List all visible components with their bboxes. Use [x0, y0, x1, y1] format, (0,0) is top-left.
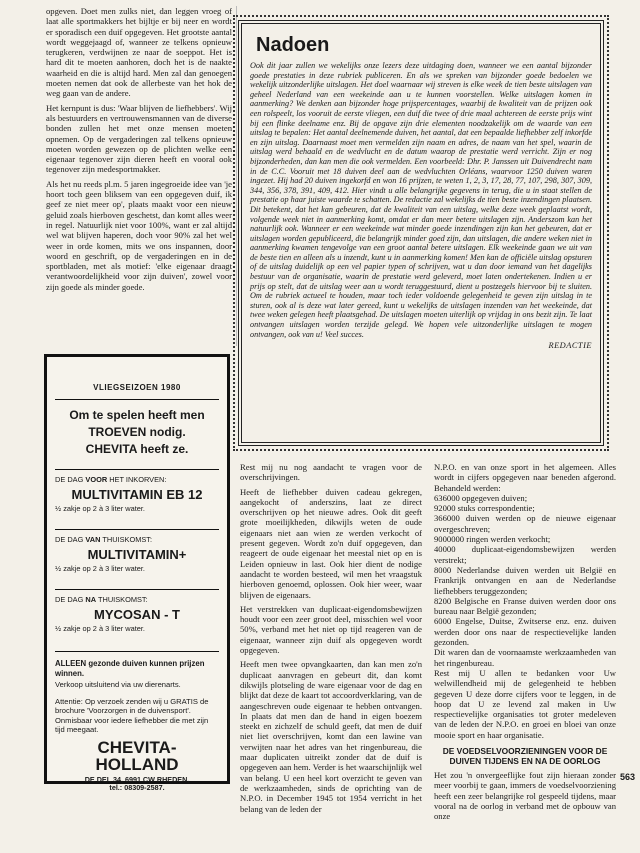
left-column-text	[46, 6, 232, 296]
ad-header: VLIEGSEIZOEN 1980	[93, 383, 181, 392]
article-signature: REDACTIE	[548, 341, 592, 351]
paragraph: Het zou 'n onvergeeflijke fout zijn hieraan zonder meer voorbij te gaan, immers de voedselvoorziening heeft een zeer belangrijke rol gespeeld tijdens, maar vooral na de oorlog in verband met de opbouw van onze	[434, 770, 616, 822]
ad-item-product: MYCOSAN - T	[94, 607, 180, 622]
divider	[55, 529, 219, 530]
address-line: DE DEL 34, 6991 CW RHEDEN,	[84, 775, 190, 784]
company-logo-text	[55, 739, 219, 773]
paragraph: 8000 Nederlandse duiven werden uit België en Frankrijk ontvangen en aan de Nederlandse liefhebbers teruggezonden;	[434, 564, 616, 596]
paragraph: Rest mij nu nog aandacht te vragen voor de overschrijvingen.	[240, 462, 422, 483]
slogan-line: CHEVITA heeft ze.	[85, 442, 189, 456]
ad-item-day: DE DAG VOOR HET INKORVEN:	[55, 475, 167, 484]
ad-item-product: MULTIVITAMIN+	[87, 547, 187, 562]
ad-item-dose: ½ zakje op 2 à 3 liter water.	[55, 624, 145, 633]
ad-item-homecoming	[55, 535, 219, 573]
paragraph: Dit waren dan de voornaamste werkzaamheden van het ringenbureau.	[434, 647, 616, 668]
article-title: Nadoen	[256, 34, 330, 56]
divider	[55, 651, 219, 652]
paragraph: 40000 duplicaat-eigendomsbewijzen werden verstrekt;	[434, 544, 616, 565]
slogan-line: Om te spelen heeft men	[69, 408, 205, 422]
right-column-text	[434, 462, 616, 826]
paragraph: Ook dit jaar zullen we wekelijks onze lezers deze uitdaging doen, wanneer we een aantal bijzonder goede prestaties in deze rubriek publiceren. En als we spreken van bijzonder goede bedoelen we wekelijk uitzonderlijke uitslagen. Het doel waarnaar wij streven is elke week de tien beste uitslagen van geheel Nederland van een weekeinde aan u te kunnen voorstellen. Welke uitslagen komen in aanmerking? We denken aan bijzonder hoge prijspercentages, waarbij de kwaliteit van de prijzen ook een rolspeelt, los vooruit de eerste vliegen, een duif die twee of drie maal achtereen de eerste prijs wint bij een flinke deelname enz. Bij de opgave zijn drie elementen noodzakelijk om de waarde van een uitslag te bepalen: Het aantal deelnemende duiven, het aantal, dat een bepaalde liefhebber zelf inkorfde en zijn uitslag. Daarnaast moet men vermelden zijn naam en adres, de naam van het spel, waarin de uitslag werd behaald en de wedvlucht en de datum waarop de prestatie werd verricht. Zijn er nog bijzonderheden, dan kan men die ook vermelden. Een voorbeeld: Dhr. P. Janssen uit Duivendrecht nam in de C.C. Vooruit met 18 duiven deel aan de wedvluchten Orléans, waarvoor 1250 duiven waren ingezet. Hij had 20 duiven ingekorfd en won 16 prijzen, te weten 1, 2, 3, 17, 28, 77, 107, 298, 307, 309, 344, 356, 378, 391, 409, 412. Hier vindt u alle belangrijke gegevens in terug, die u in staat stellen de prestatie op haar juiste waarde te schatten. De redactie zal wekelijks de tien beste inzendingen plaatsen. Dit betekent, dat het kan gebeuren, dat de kwaliteit van een uitslag, welke deze week geplaatst wordt, volgende week niet in aanmerking komt, omdat er dan meer betere uitslagen zijn. Anderszom kan het natuurlijk ook. Wanneer er een weekeinde wat minder goede inzendingen zijn kan het gebeuren, dat er uitslagen worden gepubliceerd, die belangrijk minder goed zijn, dan uitslagen, die andere weken niet in aanmerking kwamen tengevolge van een groot aantal betere uitslagen. Elk weekeinde gaan we uit van de beste tien en alleen als u inzendt, kunt u in aanmerking komen! Men kan de officiële uitslag opsturen of de uitslag duidelijk op een vel papier typen of schrijven, wat u dan door iemand van het dagelijks bestuur van de organisatie, waarin de prestatie werd geleverd, moet laten ondertekenen. Indien u er prijs op stelt, dat de uitslag weer aan u wordt teruggestuurd, dient u postzegels hiervoor bij te sluiten. Om de rubriek actueel te houden, maar toch ieder voldoende gelegenheid te geven zijn uitslag in te sturen, ook al is deze wat later gereed, kunt u wekelijks de uitslagen inzenden van het weekeinde, dat twee weken gelegen heeft plaatsgehad. De uitslagen moeten uiterlijk op vrijdag in ons bezit zijn. Te laat ontvangen uitslagen worden terzijde gelegd. We hopen vele uitzonderlijke uitslagen te mogen ontvangen, ook van u! Veel succes.	[250, 61, 592, 339]
paragraph: 366000 duiven werden op de nieuwe eigenaar overgeschreven;	[434, 513, 616, 534]
ad-slogan	[55, 407, 219, 458]
paragraph: 92000 stuks correspondentie;	[434, 503, 535, 514]
paragraph: N.P.O. en van onze sport in het algemeen. Alles wordt in cijfers opgegeven naar beneden afgerond. Behandeld werden:	[434, 462, 616, 493]
ad-item-day: DE DAG NA THUISKOMST:	[55, 595, 148, 604]
divider	[55, 469, 219, 470]
page-number: 563	[620, 772, 636, 782]
ad-item-after-homecoming	[55, 595, 219, 633]
paragraph: opgeven. Doet men zulks niet, dan leggen vroeg of laat alle sportmakkers het bijltje er bij neer en wordt er sporadisch een duif opgegeven. Het grootste aantal wordt weggejaagd of, wanneer ze telkens opnieuw terugkeren, verdwijnen ze naar de soeppot. Het is hard dit te moeten aanhoren, doch het is de naakte waarheid en die is altijd hard. Men zal dan genoegen moeten nemen dat ook de allerbeste van het hok de weg gaan van de andere.	[46, 6, 232, 99]
chevita-advertisement	[44, 354, 230, 792]
ad-item-before-basketing	[55, 475, 219, 513]
paragraph: Het kernpunt is dus: 'Waar blijven de liefhebbers'. Wij als bestuurders en vertrouwensmannen van de diverse bonden zullen het met onze mensen moeten opnemen. Op de vergaderingen zal telkens opnieuw moeten worden gewezen op de plichten welke een eigenaar tegenover zijn dieren heeft en vooral ook tegenover zijn medesportmakker.	[46, 102, 232, 175]
paragraph: Rest mij U allen te bedanken voor Uw welwillendheid mij de gelegenheid te hebben gegeven U deze dorre cijfers voor te leggen, in de hoop dat U ze levend zal maken in Uw respectievelijke organisaties tot groter medeleven van de leden der N.P.O. en groei en bloei van onze mooie sport en haar organisatie.	[434, 667, 616, 740]
ad-item-day: DE DAG VAN THUISKOMST:	[55, 535, 153, 544]
divider	[55, 399, 219, 400]
ad-sale-note: Verkoop uitsluitend via uw dierenarts.	[55, 680, 181, 689]
column-divider	[236, 6, 237, 346]
ad-attention-note: Attentie: Op verzoek zenden wij u GRATIS de brochure 'Voorzorgen in de duivensport'. Onmisbaar voor iedere liefhebber die met zijn tijd meegaat.	[55, 697, 209, 735]
middle-column-text	[240, 462, 422, 818]
paragraph: 636000 opgegeven duiven;	[434, 492, 528, 503]
ad-healthy-note: ALLEEN gezonde duiven kunnen prijzen winnen.	[55, 659, 205, 678]
company-address	[55, 776, 219, 792]
paragraph: Heeft men twee opvangkaarten, dan kan men zo'n duplicaat aanvragen en gebeurt dit, dan komt dikwijls plotseling de ware eigenaar voor de dag en blijkt dat deze de kaart tot accoordverklaring, van de aangeschreven oude eigenaar te hebben ontvangen. In plaats dat men dan de hand in eigen boezem steekt en zichzelf de schuld geeft, dat men de duif niet liet overschrijven, komt dan een lawine van verwijten naar het adres van het ringenbureau, die maar duplicaten uitreikt zonder dat de duif is opgegeven aan hem. Verder is het waarschijnlijk wel van belang. U een heel kort overzicht te geven van de werkzaamheden, sinds de oprichting van de N.P.O. in December 1945 tot 1954 verricht in het belang van de leden der	[240, 659, 422, 814]
phone-line: tel.: 08309-2587.	[109, 783, 165, 792]
paragraph: Het verstrekken van duplicaat-eigendomsbewijzen houdt voor een zeer groot deel, misschien wel voor 50%, verband met het niet op tijd reageren van de eigenaar, wanneer zijn duif als opgegeven wordt opgegeven.	[240, 603, 422, 656]
paragraph: 8200 Belgische en Franse duiven werden door ons bureau naar België gezonden;	[434, 595, 616, 617]
divider	[55, 589, 219, 590]
paragraph: Heeft de liefhebber duiven cadeau gekregen, aangekocht of anderszins, laat ze direct overschrijven op het nieuwe adres. Ook dit geeft grote moeilijkheden, dikwijls weten de oude eigenaars niet aan wien ze werden verkocht of present gegeven. Wordt zo'n duif opgegeven, dan reageert de oude eigenaar het meestal niet op en is Leiden opnieuw in last. Ook hier dient de nodige aandacht te worden besteed, wil men het vraagstuk hierboven genoemd, oplossen. Ook hier weer, waar blijven de eigenaars.	[240, 486, 422, 600]
paragraph: 6000 Engelse, Duitse, Zwitserse enz. enz. duiven werden door ons naar de respectievelijke landen gezonden.	[434, 616, 616, 648]
slogan-line: TROEVEN nodig.	[88, 425, 186, 439]
paragraph: 9000000 ringen werden verkocht;	[434, 534, 551, 545]
ad-item-dose: ½ zakje op 2 à 3 liter water.	[55, 564, 145, 573]
nadoen-article-box	[238, 20, 604, 446]
section-heading: DE VOEDSELVOORZIENINGEN VOOR DE DUIVEN TIJDENS EN NA DE OORLOG	[442, 746, 608, 767]
article-body	[250, 61, 592, 339]
company-name-line: HOLLAND	[95, 755, 179, 774]
company-name-line: CHEVITA-	[97, 738, 177, 757]
ad-item-dose: ½ zakje op 2 à 3 liter water.	[55, 504, 145, 513]
paragraph: Als het nu reeds pl.m. 5 jaren ingegroeide idee van 'je hoort toch geen bliksem van een opgegeven duif, ik geef ze niet meer op', plaats maakt voor een nieuw geluid zoals hierboven geschetst, dan komt alles weer in regel. Natuurlijk niet voor 100%, want er zal altijd wel wat blijven haperen, doch voor 90% zal het wel weer in orde komen, mits we ons inspannen, door woord en geschrift, op de vergaderingen en in de sportbladen, met als motief: 'elke eigenaar draagt verantwoordelijkheid voor zijn duiven', zowel voor zijn goede als minder goede.	[46, 178, 232, 292]
ad-item-product: MULTIVITAMIN EB 12	[71, 487, 203, 502]
